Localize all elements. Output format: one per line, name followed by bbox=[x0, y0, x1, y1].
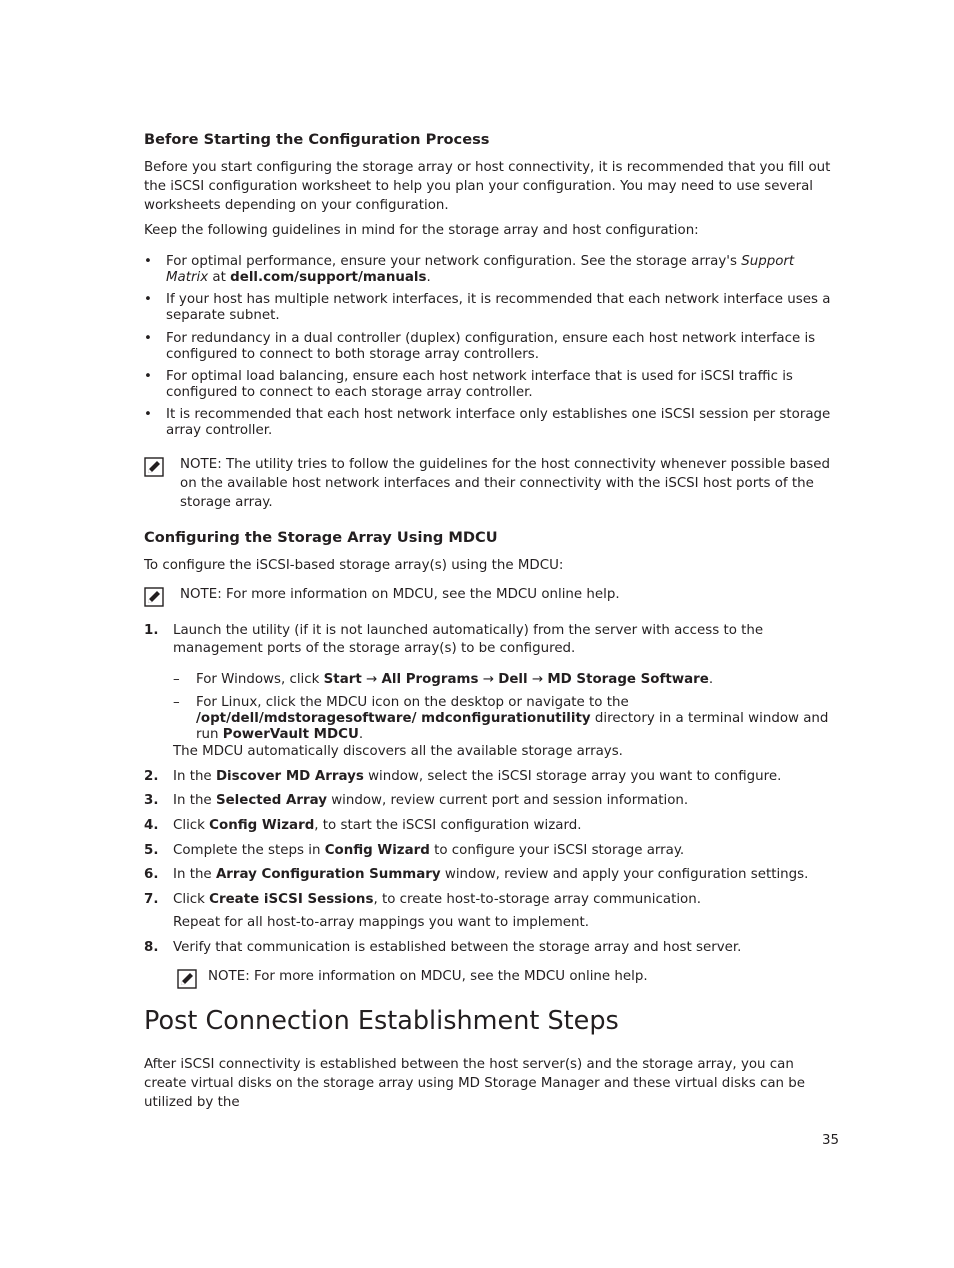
step-number: 5. bbox=[144, 843, 159, 858]
mdcu-directory-path: /opt/dell/mdstoragesoftware/ mdconfigurationutility bbox=[196, 711, 591, 726]
paragraph-mdcu-intro: To configure the iSCSI-based storage array(s) using the MDCU: bbox=[144, 558, 564, 573]
step-ui-term: Selected Array bbox=[215, 793, 327, 808]
bullet-item bbox=[144, 407, 840, 439]
support-url: dell.com/support/manuals bbox=[230, 270, 427, 285]
paragraph-post-connection: After iSCSI connectivity is established between the host server(s) and the storage array, you can create virtual disks on the storage array using MD Storage Manager and these virtual disks can be utilized by the bbox=[144, 1057, 806, 1110]
dash-glyph: – bbox=[173, 672, 180, 687]
bullet-text bbox=[166, 254, 840, 286]
step-text-part: , to start the iSCSI configuration wizard. bbox=[314, 818, 582, 833]
menu-dell: Dell bbox=[498, 672, 528, 687]
menu-all-programs: All Programs bbox=[381, 672, 479, 687]
paragraph-intro: Before you start configuring the storage array or host connectivity, it is recommended that you fill out the iSCSI configuration worksheet to help you plan your configuration. You may need to use several worksheets depending on your configuration. bbox=[144, 160, 831, 213]
step-number: 7. bbox=[144, 892, 159, 907]
step-text-part: Click bbox=[173, 818, 210, 833]
step-item bbox=[144, 768, 840, 786]
note-block bbox=[144, 585, 840, 604]
note-body: The utility tries to follow the guidelines for the host connectivity whenever possible based on the available host network interfaces and their connectivity with the iSCSI host ports of the storage array. bbox=[180, 457, 831, 510]
note-pencil-icon bbox=[144, 457, 164, 477]
step-item bbox=[144, 622, 840, 658]
substep-linux bbox=[173, 695, 840, 743]
step-text bbox=[173, 792, 840, 810]
step-extra-text: Repeat for all host-to-array mappings you want to implement. bbox=[173, 915, 589, 930]
bullet-text: If your host has multiple network interfaces, it is recommended that each network interface uses a separate subnet. bbox=[166, 292, 831, 323]
bullet-glyph: • bbox=[144, 254, 152, 269]
support-matrix-title: Support Matrix bbox=[166, 254, 795, 285]
substep-windows bbox=[173, 672, 840, 688]
paragraph-auto-discover: The MDCU automatically discovers all the available storage arrays. bbox=[173, 744, 623, 759]
note-text bbox=[180, 585, 840, 604]
substep-text-part: . bbox=[708, 672, 714, 687]
step-text-part: to configure your iSCSI storage array. bbox=[429, 843, 685, 858]
substep-text-part: For Linux, click the MDCU icon on the desktop or navigate to the bbox=[196, 695, 629, 710]
dash-glyph: – bbox=[173, 695, 180, 710]
paragraph-guidelines: Keep the following guidelines in mind for the storage array and host configuration: bbox=[144, 223, 699, 238]
note-body: For more information on MDCU, see the MDCU online help. bbox=[221, 587, 620, 602]
note-label: NOTE: bbox=[180, 587, 222, 602]
step-item bbox=[144, 891, 840, 909]
step-number: 8. bbox=[144, 940, 159, 955]
step-number: 6. bbox=[144, 867, 159, 882]
bullet-item bbox=[144, 254, 840, 286]
substep-text-part: directory in a terminal window and run bbox=[196, 711, 829, 742]
note-block bbox=[177, 967, 840, 986]
step-number: 3. bbox=[144, 793, 159, 808]
bullet-glyph: • bbox=[144, 407, 152, 422]
section-heading-configuring-mdcu: Configuring the Storage Array Using MDCU bbox=[144, 529, 498, 546]
step-ui-term: Config Wizard bbox=[209, 818, 315, 833]
step-text-part: window, select the iSCSI storage array you want to configure. bbox=[363, 769, 782, 784]
menu-start: Start bbox=[323, 672, 362, 687]
page-number: 35 bbox=[822, 1133, 840, 1148]
step-text bbox=[173, 866, 840, 884]
bullet-glyph: • bbox=[144, 369, 152, 384]
arrow-glyph: → bbox=[478, 672, 499, 687]
note-pencil-icon bbox=[177, 969, 197, 989]
step-number: 1. bbox=[144, 623, 159, 638]
note-label: NOTE: bbox=[180, 457, 222, 472]
step-text bbox=[173, 891, 840, 909]
bullet-text-part: at bbox=[208, 270, 231, 285]
step-ui-term: Array Configuration Summary bbox=[215, 867, 441, 882]
bullet-glyph: • bbox=[144, 292, 152, 307]
step-ui-term: Config Wizard bbox=[324, 843, 430, 858]
note-label: NOTE: bbox=[208, 969, 250, 984]
step-text-part: In the bbox=[173, 793, 216, 808]
step-text: Verify that communication is established between the storage array and host server. bbox=[173, 940, 742, 955]
bullet-item bbox=[144, 292, 840, 324]
step-item bbox=[144, 817, 840, 835]
step-text: Launch the utility (if it is not launched automatically) from the server with access to the management ports of the storage array(s) to be configured. bbox=[173, 623, 764, 656]
step-number: 2. bbox=[144, 769, 159, 784]
step-text-part: window, review current port and session information. bbox=[326, 793, 689, 808]
step-text-part: Complete the steps in bbox=[173, 843, 325, 858]
substep-text-part: . bbox=[358, 727, 364, 742]
step-item bbox=[144, 792, 840, 810]
section-heading-before-starting: Before Starting the Configuration Process bbox=[144, 131, 490, 148]
step-text bbox=[173, 842, 840, 860]
note-pencil-icon bbox=[144, 587, 164, 607]
bullet-text: It is recommended that each host network interface only establishes one iSCSI session per storage array controller. bbox=[166, 407, 831, 438]
step-ui-term: Discover MD Arrays bbox=[215, 769, 364, 784]
bullet-item bbox=[144, 369, 840, 401]
section-title-post-connection: Post Connection Establishment Steps bbox=[144, 1006, 619, 1036]
note-block bbox=[144, 455, 840, 512]
substep-text bbox=[196, 672, 840, 688]
arrow-glyph: → bbox=[527, 672, 548, 687]
step-ui-term: Create iSCSI Sessions bbox=[209, 892, 374, 907]
bullet-text: For optimal load balancing, ensure each host network interface that is used for iSCSI traffic is configured to connect to each storage array controller. bbox=[166, 369, 793, 400]
step-text bbox=[173, 817, 840, 835]
step-text bbox=[173, 768, 840, 786]
note-text bbox=[180, 455, 840, 512]
bullet-text-part: . bbox=[426, 270, 431, 285]
step-text-part: window, review and apply your configuration settings. bbox=[440, 867, 809, 882]
step-text-part: Click bbox=[173, 892, 210, 907]
step-number: 4. bbox=[144, 818, 159, 833]
menu-md-storage-software: MD Storage Software bbox=[547, 672, 709, 687]
note-body: For more information on MDCU, see the MDCU online help. bbox=[249, 969, 648, 984]
note-text bbox=[208, 967, 840, 986]
step-item bbox=[144, 939, 840, 957]
step-text-part: In the bbox=[173, 769, 216, 784]
bullet-text: For redundancy in a dual controller (duplex) configuration, ensure each host network interface is configured to connect to both storage array controllers. bbox=[166, 331, 816, 362]
powervault-mdcu-command: PowerVault MDCU bbox=[222, 727, 359, 742]
substep-text-part: For Windows, click bbox=[196, 672, 324, 687]
bullet-text-part: For optimal performance, ensure your network configuration. See the storage array's bbox=[166, 254, 742, 269]
step-text-part: , to create host-to-storage array communication. bbox=[373, 892, 701, 907]
arrow-glyph: → bbox=[361, 672, 382, 687]
step-item bbox=[144, 866, 840, 884]
substep-text bbox=[196, 695, 840, 743]
step-text-part: In the bbox=[173, 867, 216, 882]
bullet-glyph: • bbox=[144, 331, 152, 346]
bullet-item bbox=[144, 331, 840, 363]
step-item bbox=[144, 842, 840, 860]
